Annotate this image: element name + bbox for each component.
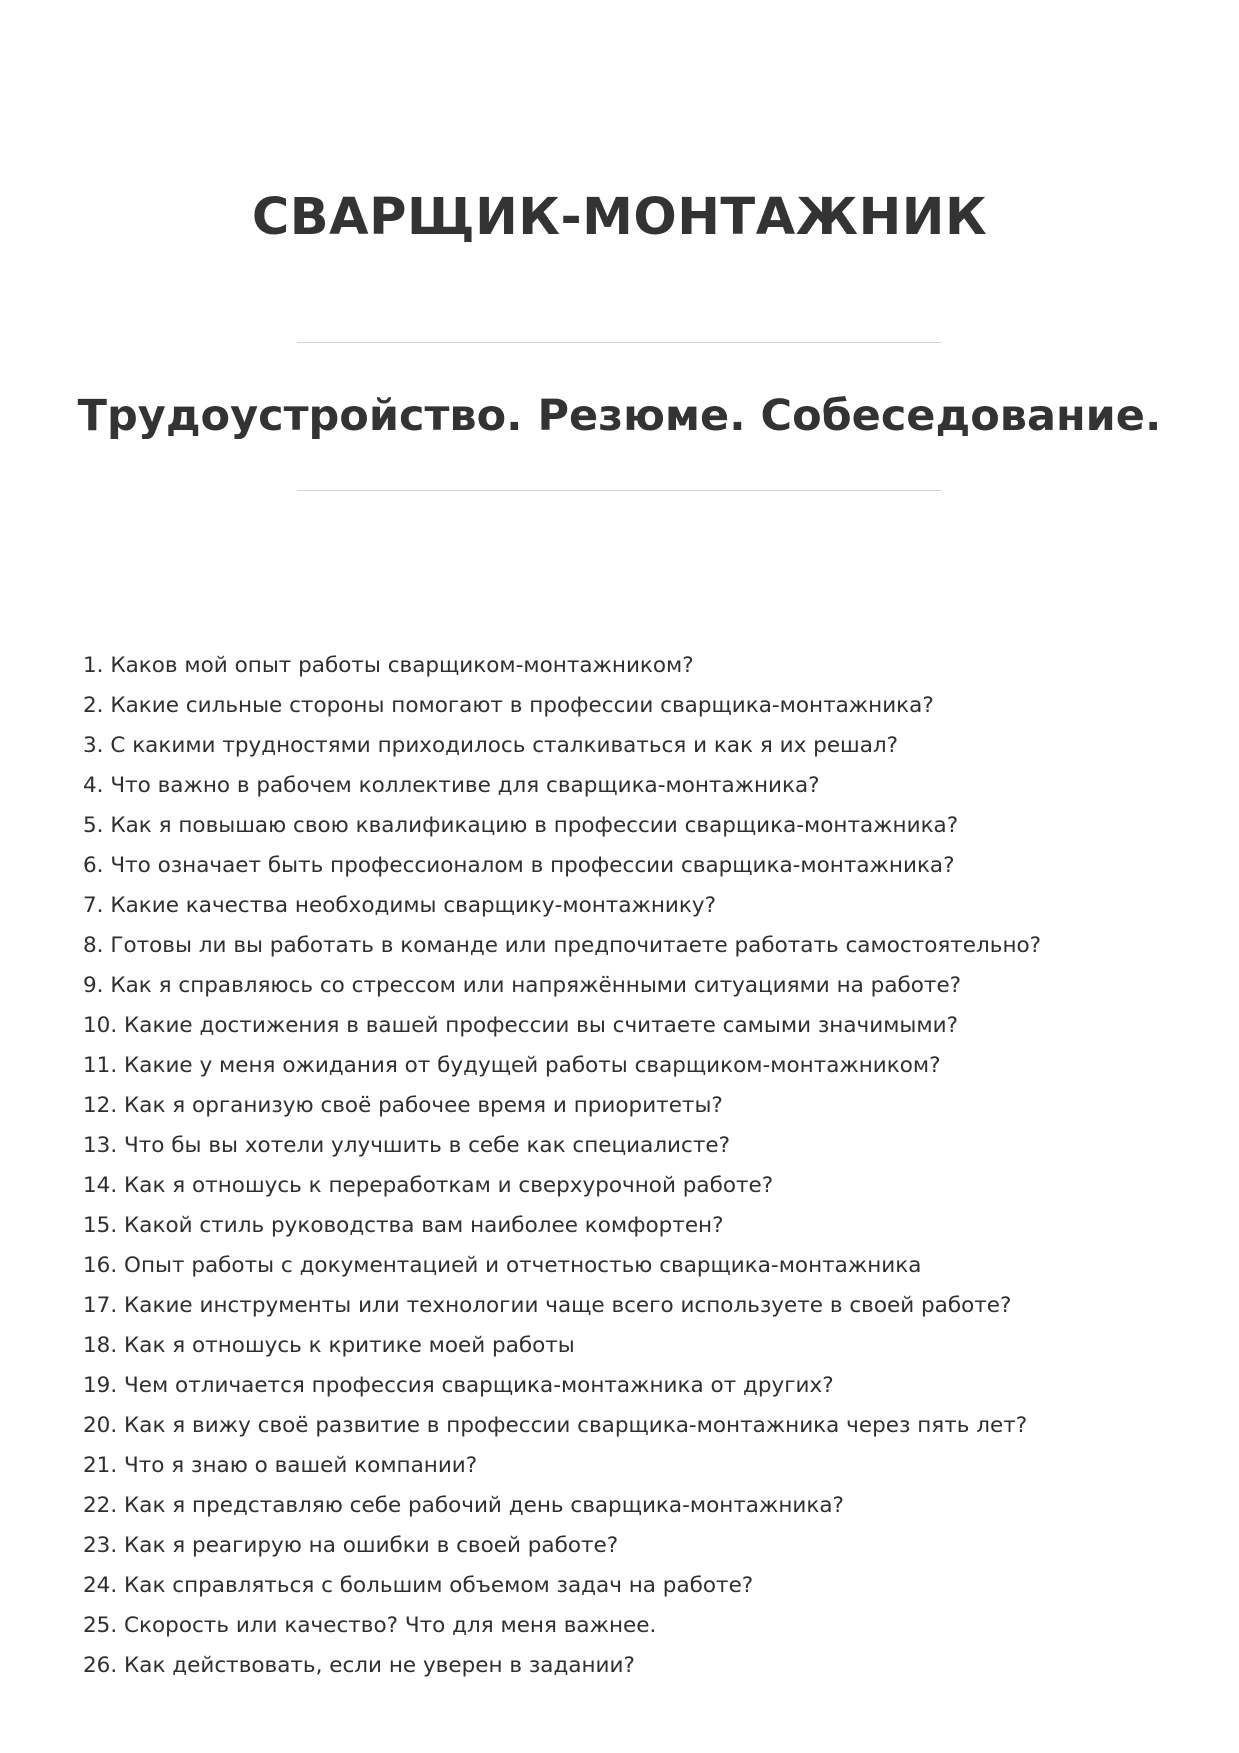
list-item: 8. Готовы ли вы работать в команде или предпочитаете работать самостоятельно? xyxy=(83,933,1042,958)
list-item: 11. Какие у меня ожидания от будущей работы сварщиком-монтажником? xyxy=(83,1053,941,1078)
list-item: 3. С какими трудностями приходилось сталкиваться и как я их решал? xyxy=(83,733,899,758)
page-subtitle: Трудоустройство. Резюме. Собеседование. xyxy=(77,391,1162,441)
list-item: 14. Как я отношусь к переработкам и сверхурочной работе? xyxy=(83,1173,774,1198)
list-item: 4. Что важно в рабочем коллективе для сварщика-монтажника? xyxy=(83,773,820,798)
list-item: 24. Как справляться с большим объемом задач на работе? xyxy=(83,1573,754,1598)
list-item: 2. Какие сильные стороны помогают в профессии сварщика-монтажника? xyxy=(83,693,934,718)
divider-top xyxy=(297,342,941,343)
list-item: 21. Что я знаю о вашей компании? xyxy=(83,1453,478,1478)
list-item: 15. Какой стиль руководства вам наиболее комфортен? xyxy=(83,1213,724,1238)
list-item: 7. Какие качества необходимы сварщику-монтажнику? xyxy=(83,893,717,918)
list-item: 18. Как я отношусь к критике моей работы xyxy=(83,1333,575,1358)
page-title: СВАРЩИК-МОНТАЖНИК xyxy=(251,188,988,247)
divider-bottom xyxy=(297,490,941,491)
list-item: 20. Как я вижу своё развитие в профессии сварщика-монтажника через пять лет? xyxy=(83,1413,1028,1438)
list-item: 9. Как я справляюсь со стрессом или напряжёнными ситуациями на работе? xyxy=(83,973,962,998)
list-item: 1. Каков мой опыт работы сварщиком-монтажником? xyxy=(83,653,694,678)
list-item: 12. Как я организую своё рабочее время и приоритеты? xyxy=(83,1093,723,1118)
list-item: 19. Чем отличается профессия сварщика-монтажника от других? xyxy=(83,1373,834,1398)
list-item: 23. Как я реагирую на ошибки в своей работе? xyxy=(83,1533,619,1558)
list-item: 17. Какие инструменты или технологии чаще всего используете в своей работе? xyxy=(83,1293,1012,1318)
list-item: 26. Как действовать, если не уверен в задании? xyxy=(83,1653,635,1678)
list-item: 16. Опыт работы с документацией и отчетностью сварщика-монтажника xyxy=(83,1253,922,1278)
question-list xyxy=(83,646,1041,1686)
list-item: 25. Скорость или качество? Что для меня важнее. xyxy=(83,1613,657,1638)
list-item: 5. Как я повышаю свою квалификацию в профессии сварщика-монтажника? xyxy=(83,813,959,838)
list-item: 10. Какие достижения в вашей профессии вы считаете самыми значимыми? xyxy=(83,1013,959,1038)
list-item: 13. Что бы вы хотели улучшить в себе как специалисте? xyxy=(83,1133,731,1158)
list-item: 6. Что означает быть профессионалом в профессии сварщика-монтажника? xyxy=(83,853,955,878)
list-item: 22. Как я представляю себе рабочий день сварщика-монтажника? xyxy=(83,1493,844,1518)
